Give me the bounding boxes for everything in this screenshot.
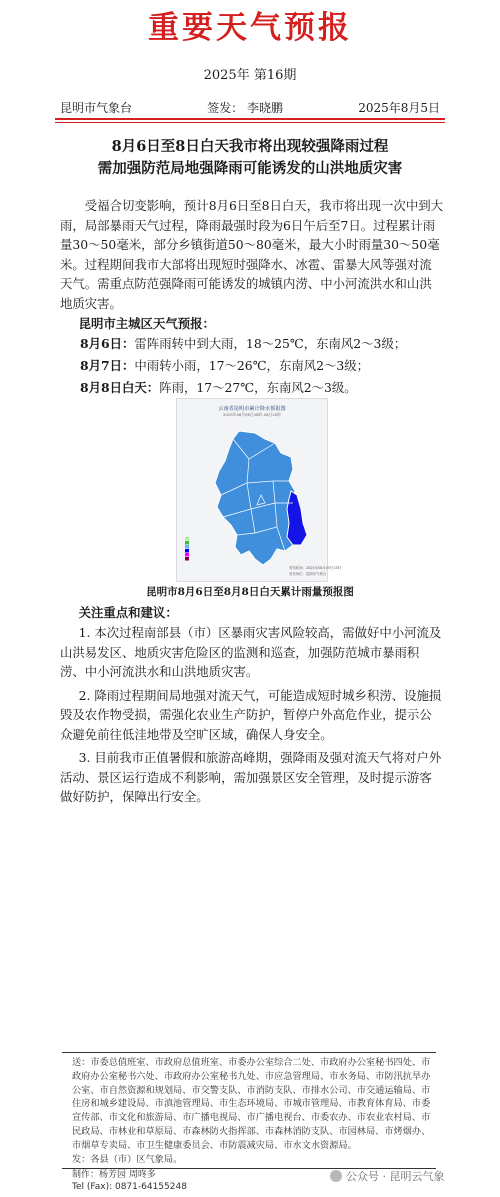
- legend-swatch: [185, 537, 189, 541]
- distribution-recipients: 送：市委总值班室、市政府总值班室、市委办公室综合二处、市政府办公室秘书四处、市政府办公室秘书六处、市政府办公室秘书九处、市应急管理局、市水务局、市防汛抗旱办公室、市自然资源和规划局、市交警支队、市消防支队、市排水公司、市交通运输局、市住房和城乡建设局、市滇池管理局、市生态环境局、市城市管理局、市教育体育局、市委宣传部、市文化和旅游局、市广播电视局、市广播电视台、市委农办、市农业农村局、市民政局、市林业和草原局、市森林防火指挥部、市森林消防支队、市园林局、市烤烟办、市烟草专卖局、市卫生健康委员会、市防震减灾局、市水文水资源局。: [72, 1057, 431, 1151]
- headline-line-1: 8月6日至8日白天我市将出现较强降雨过程: [111, 138, 389, 155]
- map-region: [215, 431, 301, 565]
- advice-list: [60, 623, 444, 811]
- advice-item: 1. 本次过程南部县（市）区暴雨灾害风险较高，需做好中小河流及山洪易发区、地质灾害危险区的监测和巡查，加强防范城市暴雨积涝、中小河流洪水和山洪地质灾害。: [60, 625, 442, 679]
- footer-divider: [62, 1052, 436, 1053]
- forecast-day-text: 阵雨，17～27℃，东南风2～3级。: [159, 380, 357, 395]
- map-release-time: 发布时间：2025年08月05日15时: [289, 566, 342, 570]
- forecast-day-3: [80, 378, 450, 398]
- issue-date: 2025年8月5日: [358, 101, 440, 115]
- legend-swatch: [185, 545, 189, 549]
- distribution-list: [72, 1056, 438, 1166]
- advice-item: 3. 目前我市正值暑假和旅游高峰期，强降雨及强对流天气将对户外活动、景区运行造成不利影响，需加强景区安全管理，及时提示游客做好防护，保障出行安全。: [60, 750, 442, 804]
- forecast-day-label: 8月6日：: [80, 336, 135, 351]
- issue-number: 2025年 第16期: [203, 68, 297, 83]
- forecast-day-label: 8月7日：: [80, 358, 135, 373]
- legend-swatch: [185, 549, 189, 553]
- map-legend: [185, 537, 189, 561]
- maker-line: 制作：杨芳园 周咚多: [72, 1170, 156, 1180]
- header-rule: [55, 118, 445, 120]
- map-title: 云南省昆明市累计降水预报图: [218, 406, 286, 412]
- map-subtitle: 2025年08月06日08时-08日20时: [223, 412, 281, 417]
- legend-swatch: [185, 557, 189, 561]
- rainfall-map: [176, 398, 342, 582]
- document-banner: 重要天气预报: [148, 10, 352, 46]
- forecast-day-2: [80, 356, 450, 376]
- headline: [0, 136, 500, 180]
- map-region-heavy-rain: [287, 491, 307, 545]
- tel-fax: Tel (Fax): 0871-64155248: [72, 1182, 187, 1192]
- wechat-icon: [330, 1170, 342, 1182]
- watermark-text: 公众号 · 昆明云气象: [346, 1170, 445, 1183]
- meta-line: [60, 99, 440, 116]
- forecast-day-label: 8月8日白天：: [80, 380, 160, 395]
- watermark: [330, 1168, 445, 1184]
- legend-swatch: [185, 541, 189, 545]
- advice-heading: 关注重点和建议：: [78, 605, 178, 620]
- distribution-cc: 发：各县（市）区气象局。: [72, 1153, 183, 1165]
- forecast-day-1: [80, 334, 450, 354]
- intro-paragraph: 受福合切变影响，预计8月6日至8日白天，我市将出现一次中到大雨，局部暴雨天气过程，降雨最强时段为6日午后至7日。过程累计雨量30～50毫米，部分乡镇街道50～80毫米，最大小时雨量30～50毫米。过程期间我市大部将出现短时强降水、冰雹、雷暴大风等强对流天气。需重点防范强降雨可能诱发的城镇内涝、中小河流洪水和山洪地质灾害。: [60, 198, 443, 311]
- map-graphic: [177, 399, 327, 581]
- map-caption: 昆明市8月6日至8月8日白天累计雨量预报图: [146, 586, 354, 598]
- map-release-unit: 发布单位：昆明市气象台: [289, 572, 327, 576]
- header-rule-thin: [55, 122, 445, 123]
- legend-swatch: [185, 553, 189, 557]
- forecast-heading: 昆明市主城区天气预报：: [78, 316, 215, 331]
- signer: 签发： 李晓鹏: [207, 101, 284, 115]
- forecast-day-text: 雷阵雨转中到大雨，18～25℃，东南风2～3级；: [134, 336, 407, 351]
- forecast-day-text: 中雨转小雨，17～26℃，东南风2～3级；: [134, 358, 370, 373]
- advice-item: 2. 降雨过程期间局地强对流天气，可能造成短时城乡积涝、设施损毁及农作物受损，需强化农业生产防护，暂停户外高危作业，提示公众避免前往低洼地带及空旷区域，确保人身安全。: [60, 687, 442, 742]
- issuer: 昆明市气象台: [60, 101, 133, 115]
- headline-line-2: 需加强防范局地强降雨可能诱发的山洪地质灾害: [97, 160, 403, 177]
